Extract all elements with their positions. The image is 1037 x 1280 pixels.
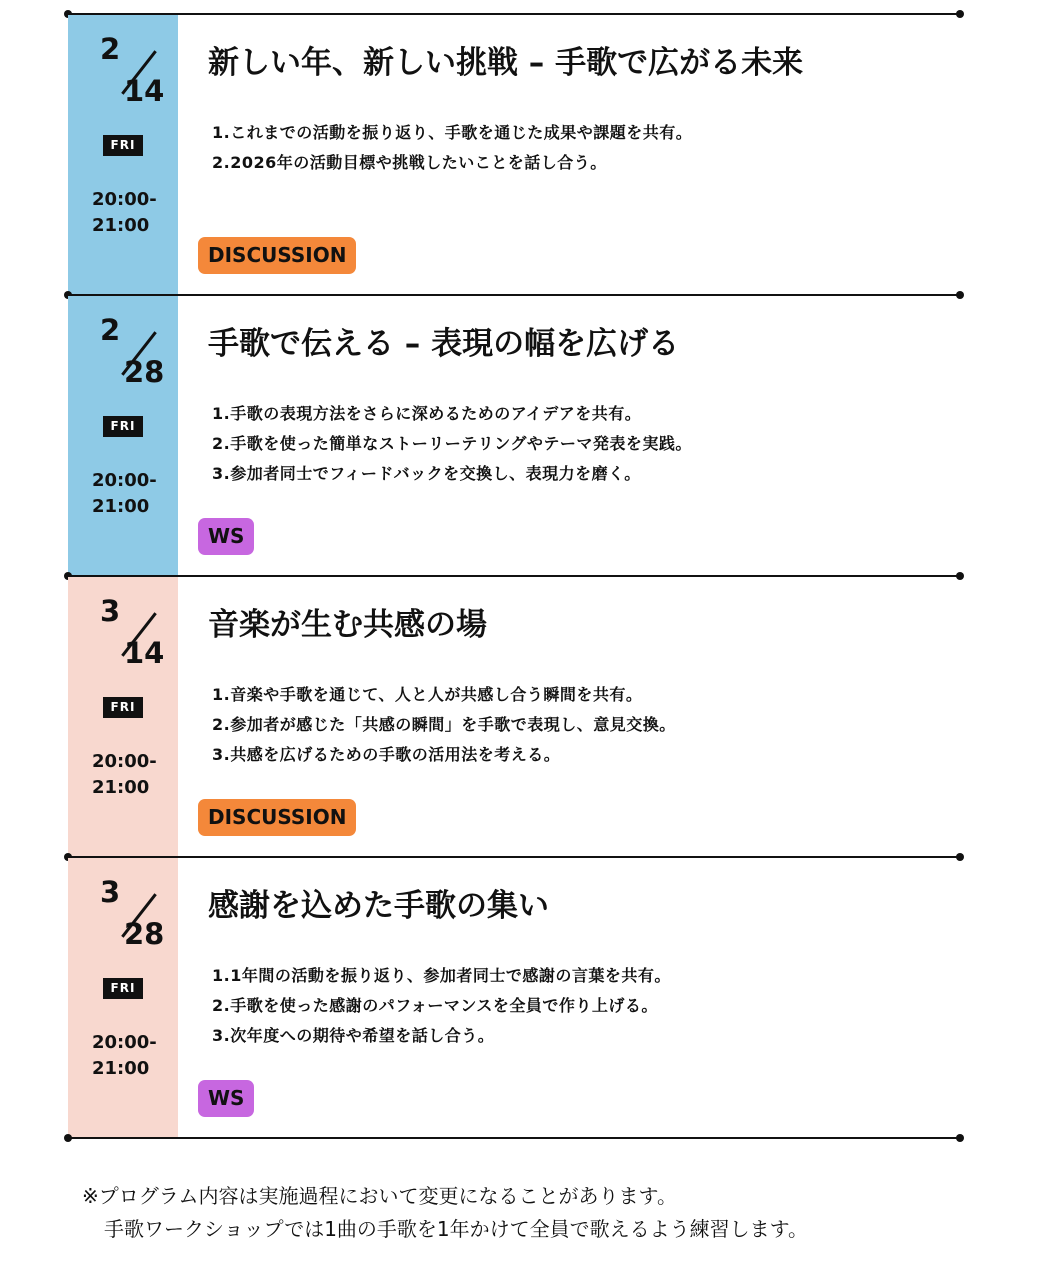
weekday-badge: FRI (103, 978, 143, 999)
date (88, 313, 168, 389)
agenda-item: 1.手歌の表現方法をさらに深めるためのアイデアを共有。 (212, 404, 642, 423)
footnote-line-1: ※プログラム内容は実施過程において変更になることがあります。 (82, 1184, 677, 1208)
date-day: 28 (124, 355, 165, 389)
session-type-tag: DISCUSSION (198, 237, 356, 274)
session-title: 音楽が生む共感の場 (208, 607, 487, 643)
agenda-item: 2.手歌を使った感謝のパフォーマンスを全員で作り上げる。 (212, 996, 658, 1015)
date (88, 32, 168, 108)
date-day: 14 (124, 74, 165, 108)
agenda-list (212, 680, 676, 770)
agenda-item: 2.2026年の活動目標や挑戦したいことを話し合う。 (212, 153, 607, 172)
time-range: 20:00- 21:00 (92, 470, 157, 517)
agenda-item: 3.共感を広げるための手歌の活用法を考える。 (212, 745, 561, 764)
date-month: 3 (100, 875, 121, 909)
date-day: 14 (124, 636, 165, 670)
session-content (208, 296, 960, 575)
agenda-item: 3.次年度への期待や希望を話し合う。 (212, 1026, 495, 1045)
session-1 (68, 15, 960, 294)
agenda-item: 1.1年間の活動を振り返り、参加者同士で感謝の言葉を共有。 (212, 966, 671, 985)
time-range: 20:00- 21:00 (92, 751, 157, 798)
session-type-tag: DISCUSSION (198, 799, 356, 836)
weekday-badge: FRI (103, 697, 143, 718)
agenda-item: 3.参加者同士でフィードバックを交換し、表現力を磨く。 (212, 464, 641, 483)
footnote (82, 1180, 808, 1246)
date (88, 875, 168, 951)
agenda-list (212, 118, 692, 178)
session-title: 新しい年、新しい挑戦 – 手歌で広がる未来 (208, 45, 804, 81)
time-range: 20:00- 21:00 (92, 189, 157, 236)
session-3 (68, 577, 960, 856)
date-month: 3 (100, 594, 121, 628)
date-column (68, 577, 178, 856)
weekday-badge: FRI (103, 416, 143, 437)
divider (68, 1137, 960, 1139)
date-column (68, 858, 178, 1137)
session-content (208, 577, 960, 856)
session-title: 感謝を込めた手歌の集い (208, 888, 549, 924)
agenda-item: 2.手歌を使った簡単なストーリーテリングやテーマ発表を実践。 (212, 434, 692, 453)
time-range: 20:00- 21:00 (92, 1032, 157, 1079)
agenda-list (212, 961, 671, 1051)
agenda-item: 1.これまでの活動を振り返り、手歌を通じた成果や課題を共有。 (212, 123, 693, 142)
session-2 (68, 296, 960, 575)
session-type-tag: WS (198, 518, 254, 555)
agenda-item: 1.音楽や手歌を通じて、人と人が共感し合う瞬間を共有。 (212, 685, 643, 704)
date-column (68, 15, 178, 294)
footnote-line-2: 手歌ワークショップでは1曲の手歌を1年かけて全員で歌えるよう練習します。 (104, 1217, 809, 1241)
date-column (68, 296, 178, 575)
date-day: 28 (124, 917, 165, 951)
date (88, 594, 168, 670)
date-month: 2 (100, 32, 121, 66)
agenda-item: 2.参加者が感じた「共感の瞬間」を手歌で表現し、意見交換。 (212, 715, 676, 734)
session-type-tag: WS (198, 1080, 254, 1117)
session-content (208, 858, 960, 1137)
schedule (68, 13, 960, 1139)
session-content (208, 15, 960, 294)
session-title: 手歌で伝える – 表現の幅を広げる (208, 326, 680, 362)
weekday-badge: FRI (103, 135, 143, 156)
date-month: 2 (100, 313, 121, 347)
agenda-list (212, 399, 692, 489)
session-4 (68, 858, 960, 1137)
